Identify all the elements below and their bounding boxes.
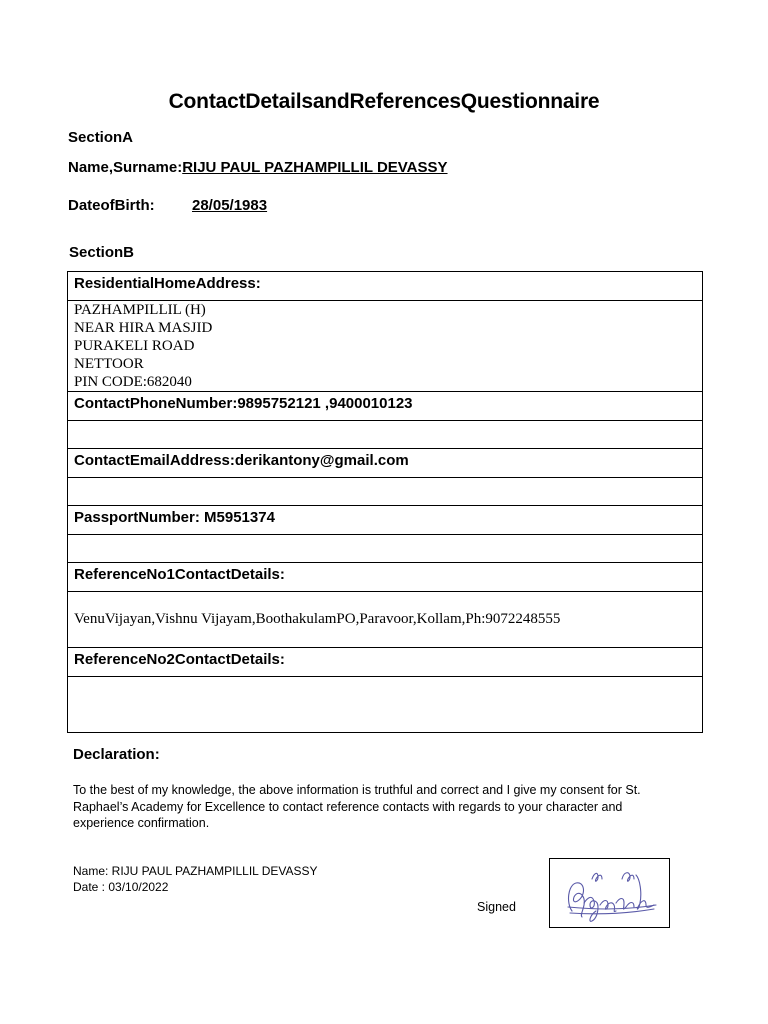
signature-box (549, 858, 670, 928)
dob-value: 28/05/1983 (192, 197, 268, 214)
address-line: NETTOOR (74, 356, 144, 372)
email-label: ContactEmailAddress:derikantony@gmail.com (68, 449, 703, 478)
address-line: PAZHAMPILLIL (H) (74, 302, 206, 318)
address-label: ResidentialHomeAddress: (68, 272, 703, 301)
address-line: NEAR HIRA MASJID (74, 320, 213, 336)
dob-label: DateofBirth: (68, 197, 155, 214)
reference-2-value (68, 677, 703, 733)
signature-name: Name: RIJU PAUL PAZHAMPILLIL DEVASSY (73, 864, 318, 878)
section-a-heading: SectionA (68, 129, 134, 146)
reference-1-value: VenuVijayan,Vishnu Vijayam,BoothakulamPO,Paravoor,Kollam,Ph:9072248555 (68, 592, 703, 648)
passport-label: PassportNumber: M5951374 (68, 506, 703, 535)
contact-form-table (67, 271, 703, 733)
section-b-heading: SectionB (69, 244, 135, 261)
name-row (68, 159, 448, 176)
phone-label: ContactPhoneNumber:9895752121 ,9400010123 (68, 392, 703, 421)
address-value (68, 301, 703, 392)
email-blank-row (68, 478, 703, 506)
signature-image (550, 859, 671, 929)
name-value: RIJU PAUL PAZHAMPILLIL DEVASSY (182, 159, 448, 176)
signed-label: Signed (477, 900, 516, 914)
reference-1-label: ReferenceNo1ContactDetails: (68, 563, 703, 592)
address-line: PURAKELI ROAD (74, 338, 195, 354)
passport-blank-row (68, 535, 703, 563)
declaration-heading: Declaration: (73, 746, 160, 763)
phone-blank-row (68, 421, 703, 449)
dob-row (68, 197, 268, 214)
reference-2-label: ReferenceNo2ContactDetails: (68, 648, 703, 677)
address-line: PIN CODE:682040 (74, 374, 192, 390)
name-label: Name,Surname: (68, 159, 183, 176)
document-title: ContactDetailsandReferencesQuestionnaire (168, 90, 600, 113)
declaration-text: To the best of my knowledge, the above information is truthful and correct and I give my consent for St. Raphael’s Academy for Excellence to contact reference contacts with regards to your character and experience confirmation. (73, 783, 641, 830)
signature-date: Date : 03/10/2022 (73, 880, 169, 894)
